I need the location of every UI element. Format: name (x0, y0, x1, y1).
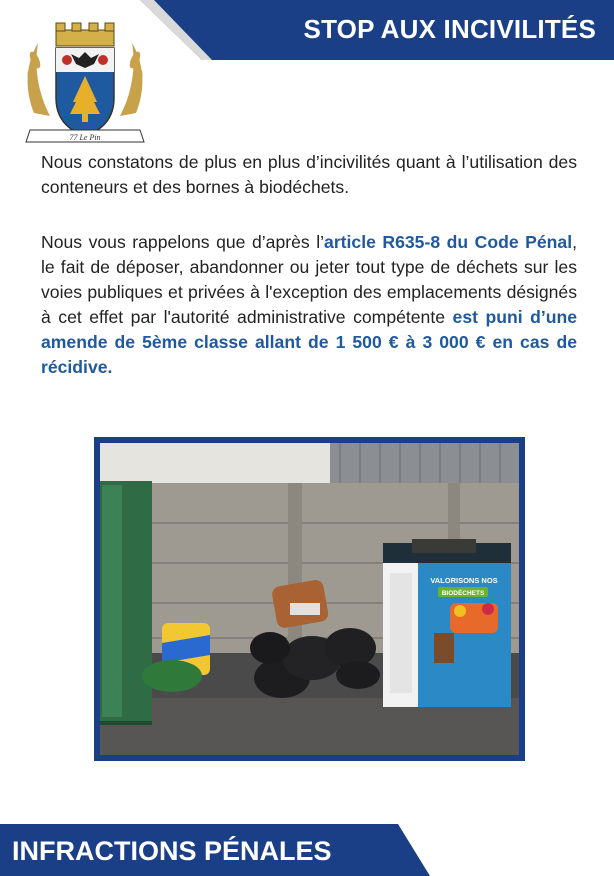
law-text-1: Nous vous rappelons que d’après l’ (41, 232, 325, 252)
law-text-2: , le fait de déposer, abandonner ou jeter tout type de déchets sur les voies publiques et privées à l'exception des emplacements désignés à cet effet par l'autorité administrative compétente (41, 232, 577, 327)
footer-title: INFRACTIONS PÉNALES (12, 836, 332, 866)
law-article-reference: article R635-8 du Code Pénal (324, 232, 573, 252)
svg-text:77 Le Pin: 77 Le Pin (69, 133, 101, 142)
fine-amount-text: est puni d’une amende de 5ème classe allant de 1 500 € à 3 000 € en cas de récidive. (41, 307, 578, 377)
bottom-banner (0, 824, 430, 876)
law-paragraph (41, 230, 577, 380)
bin-label-title: VALORISONS NOS (430, 576, 498, 585)
photo-frame (94, 437, 525, 761)
illegal-dumping-photo (100, 443, 519, 755)
town-crest-logo (20, 18, 150, 153)
page-title: STOP AUX INCIVILITÉS (303, 14, 596, 44)
top-banner (140, 0, 614, 60)
intro-paragraph: Nous constatons de plus en plus d’incivilités quant à l’utilisation des conteneurs et des bornes à biodéchets. (41, 152, 577, 197)
bin-label-badge: BIODÉCHETS (441, 590, 485, 597)
